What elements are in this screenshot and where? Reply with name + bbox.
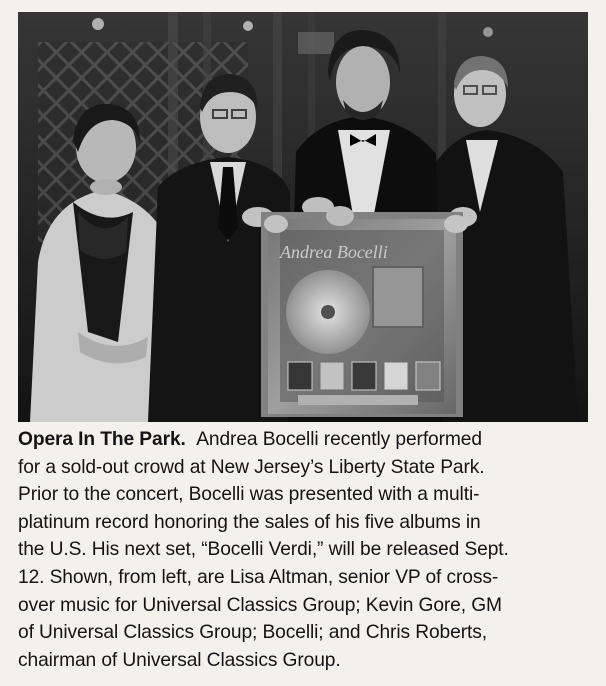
caption-line-3: Prior to the concert, Bocelli was presented with a multi-: [18, 484, 480, 506]
plaque-title: Andrea Bocelli: [280, 242, 388, 262]
caption-line-6: 12. Shown, from left, are Lisa Altman, senior VP of cross-: [18, 566, 499, 588]
caption-line-2: for a sold-out crowd at New Jersey’s Liberty State Park.: [18, 456, 485, 478]
caption-text: Andrea Bocelli recently performed: [196, 429, 482, 450]
news-photo: [18, 12, 588, 422]
caption-line-8: of Universal Classics Group; Bocelli; and Chris Roberts,: [18, 622, 487, 644]
caption-line-9: chairman of Universal Classics Group.: [18, 649, 341, 671]
caption-headline: Opera In The Park.: [18, 429, 186, 450]
caption-line-4: platinum record honoring the sales of his five albums in: [18, 511, 481, 533]
caption-line-7: over music for Universal Classics Group; Kevin Gore, GM: [18, 594, 502, 616]
caption-line-5: the U.S. His next set, “Bocelli Verdi,” will be released Sept.: [18, 539, 509, 561]
caption-line-1: [18, 426, 594, 454]
photo-illustration: [18, 12, 588, 422]
photo-caption: [18, 426, 594, 674]
